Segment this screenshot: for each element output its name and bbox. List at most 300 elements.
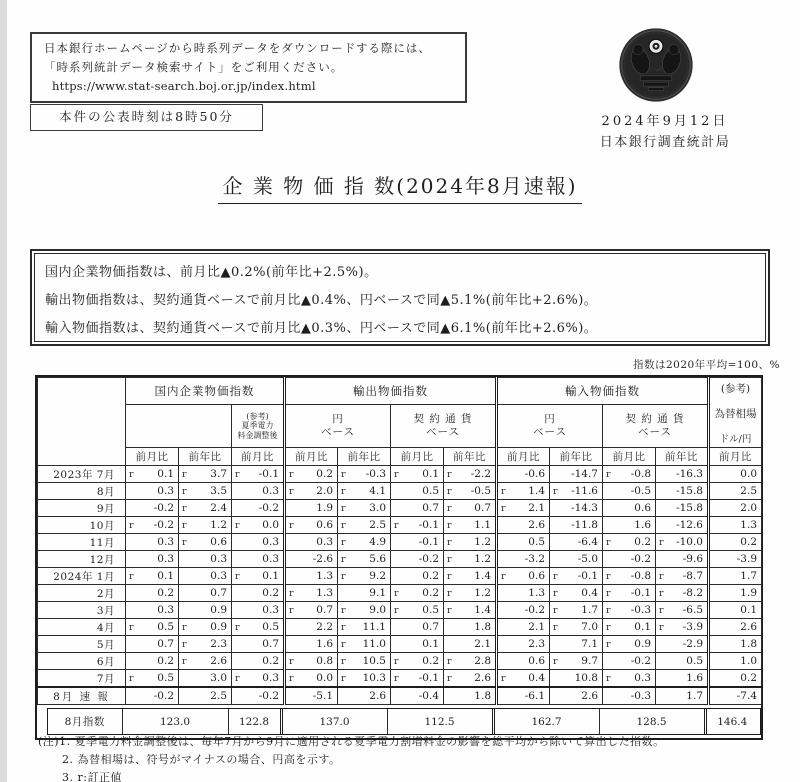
revision-mark: r (129, 570, 134, 582)
cell-value: 0.7 (316, 604, 333, 616)
domestic-blank-head (126, 405, 232, 448)
row-label: 8月 (38, 483, 126, 500)
table-cell (126, 534, 179, 551)
col-head: 前年比 (550, 448, 603, 466)
cell-value: 0.2 (422, 587, 439, 599)
group-head-domestic: 国内企業物価指数 (126, 378, 285, 405)
cell-value: 7.0 (581, 621, 598, 633)
cell-value: -0.2 (418, 553, 439, 565)
table-cell (179, 653, 232, 670)
cell-value: 1.8 (474, 690, 491, 702)
cell-value: -0.2 (630, 553, 651, 565)
table-cell (550, 517, 603, 534)
row-label: 2023年 7月 (38, 466, 126, 483)
cell-value: 0.6 (316, 519, 333, 531)
cell-value: -0.4 (418, 690, 439, 702)
table-cell (603, 551, 656, 568)
table-cell (338, 483, 391, 500)
table-cell (603, 517, 656, 534)
table-cell (179, 551, 232, 568)
index-cell: 146.4 (705, 709, 758, 734)
cell-value: 0.7 (474, 502, 491, 514)
table-row (38, 500, 762, 517)
revision-mark: r (235, 570, 240, 582)
revision-mark: r (182, 468, 187, 480)
table-cell (444, 602, 497, 619)
cell-value: -0.2 (153, 519, 174, 531)
cell-value: -6.4 (577, 536, 598, 548)
cell-value: 2.0 (316, 485, 333, 497)
cell-value: 0.5 (262, 621, 279, 633)
cell-value: 0.2 (262, 655, 279, 667)
cell-value: 0.8 (316, 655, 333, 667)
cell-value: 2.6 (210, 655, 227, 667)
cell-value: -0.3 (365, 468, 386, 480)
revision-mark: r (606, 604, 611, 616)
cell-value: 0.7 (262, 638, 279, 650)
revision-mark: r (341, 638, 346, 650)
table-cell (179, 670, 232, 688)
table-cell (603, 619, 656, 636)
table-cell (285, 670, 338, 688)
revision-mark: r (447, 468, 452, 480)
cell-value: 1.3 (316, 570, 333, 582)
table-cell (126, 670, 179, 688)
revision-mark: r (501, 485, 506, 497)
cell-value: -0.6 (524, 468, 545, 480)
table-cell (709, 585, 762, 602)
table-cell (179, 619, 232, 636)
cell-value: 0.3 (634, 672, 651, 684)
cell-value: 10.8 (574, 672, 598, 684)
index-label: 8月指数 (48, 709, 122, 734)
cell-value: 1.7 (686, 690, 703, 702)
cell-value: -2.6 (312, 553, 333, 565)
table-cell (497, 585, 550, 602)
table-cell (709, 602, 762, 619)
cell-value: 2.8 (474, 655, 491, 667)
index-cell: 123.0 (122, 709, 228, 734)
table-cell (232, 585, 285, 602)
table-cell (656, 483, 709, 500)
cell-value: 3.0 (369, 502, 386, 514)
row-label: 2024年 1月 (38, 568, 126, 585)
group-head-export: 輸出物価指数 (285, 378, 497, 405)
price-index-table (35, 375, 763, 740)
cell-value: -0.2 (153, 502, 174, 514)
table-cell (126, 551, 179, 568)
table-cell (709, 500, 762, 517)
cell-value: 2.1 (528, 621, 545, 633)
cell-value: 5.6 (369, 553, 386, 565)
cell-value: 1.8 (740, 638, 757, 650)
index-cell: 128.5 (599, 709, 705, 734)
revision-mark: r (553, 587, 558, 599)
revision-mark: r (341, 655, 346, 667)
cell-value: 2.1 (528, 502, 545, 514)
table-cell (656, 534, 709, 551)
table-cell (179, 466, 232, 483)
revision-mark: r (289, 587, 294, 599)
cell-value: 0.3 (157, 536, 174, 548)
revision-mark: r (182, 536, 187, 548)
cell-value: 11.0 (362, 638, 386, 650)
col-head: 前年比 (179, 448, 232, 466)
table-row (38, 534, 762, 551)
table-cell (126, 653, 179, 670)
table-cell (285, 653, 338, 670)
table-cell (232, 517, 285, 534)
revision-mark: r (341, 621, 346, 633)
table-cell (126, 602, 179, 619)
table-cell (338, 585, 391, 602)
revision-mark: r (394, 655, 399, 667)
cell-value: -2.9 (682, 638, 703, 650)
table-cell (444, 500, 497, 517)
import-contract-base-head (603, 405, 709, 448)
cell-value: -0.8 (630, 468, 651, 480)
revision-mark: r (235, 672, 240, 684)
cell-value: -3.9 (682, 621, 703, 633)
revision-mark: r (341, 604, 346, 616)
export-contract-base-head (391, 405, 497, 448)
revision-mark: r (182, 638, 187, 650)
table-cell (232, 670, 285, 688)
boj-seal-icon (617, 26, 695, 104)
cell-value: -0.2 (258, 690, 279, 702)
table-cell (656, 551, 709, 568)
notice-line: 「時系列統計データ検索サイト」をご利用ください。 (44, 60, 344, 74)
fx-ref-label: (参考) (720, 383, 751, 395)
cell-value: 3.0 (210, 672, 227, 684)
cell-value: 0.3 (210, 553, 227, 565)
revision-mark: r (129, 468, 134, 480)
revision-mark: r (341, 485, 346, 497)
table-cell (709, 551, 762, 568)
table-cell (550, 568, 603, 585)
table-cell (656, 568, 709, 585)
yen-base-line: ベース (533, 426, 567, 438)
revision-mark: r (394, 468, 399, 480)
cell-value: 1.6 (686, 672, 703, 684)
cell-value: 0.0 (262, 519, 279, 531)
table-cell (391, 653, 444, 670)
col-head: 前月比 (603, 448, 656, 466)
cell-value: 1.6 (316, 638, 333, 650)
table-cell (497, 483, 550, 500)
cell-value: 0.3 (316, 536, 333, 548)
revision-mark: r (129, 672, 134, 684)
cell-value: 9.0 (369, 604, 386, 616)
row-label: 4月 (38, 619, 126, 636)
table-cell (550, 602, 603, 619)
group-head-import: 輸入物価指数 (497, 378, 709, 405)
table-cell (179, 687, 232, 705)
table-cell (179, 500, 232, 517)
table-cell (656, 602, 709, 619)
cell-value: 1.8 (474, 621, 491, 633)
table-cell (497, 602, 550, 619)
table-cell (285, 466, 338, 483)
row-label: 11月 (38, 534, 126, 551)
cell-value: 1.9 (740, 587, 757, 599)
table-cell (391, 619, 444, 636)
cell-value: 0.3 (157, 553, 174, 565)
unit-note: 指数は2020年平均=100、% (632, 359, 780, 371)
cell-value: 1.4 (474, 570, 491, 582)
table-cell (709, 653, 762, 670)
table-cell (391, 602, 444, 619)
notice-url[interactable]: https://www.stat-search.boj.or.jp/index.html (52, 79, 316, 93)
summary-box (30, 249, 770, 346)
revision-mark: r (606, 468, 611, 480)
revision-mark: r (394, 604, 399, 616)
revision-mark: r (182, 502, 187, 514)
table-cell (285, 602, 338, 619)
cell-value: -8.7 (682, 570, 703, 582)
table-cell (126, 483, 179, 500)
title-wrap (0, 170, 800, 204)
revision-mark: r (447, 553, 452, 565)
cell-value: 4.9 (369, 536, 386, 548)
table-cell (179, 517, 232, 534)
table-cell (338, 670, 391, 688)
row-label: 3月 (38, 602, 126, 619)
cell-value: -0.2 (630, 655, 651, 667)
revision-mark: r (182, 621, 187, 633)
table-cell (285, 517, 338, 534)
cell-value: 4.1 (369, 485, 386, 497)
cell-value: 0.2 (422, 570, 439, 582)
cell-value: 1.2 (474, 536, 491, 548)
table-cell (126, 466, 179, 483)
table-cell (444, 483, 497, 500)
revision-mark: r (606, 638, 611, 650)
index-row-box (47, 708, 761, 735)
table-cell (497, 653, 550, 670)
table-cell (497, 687, 550, 705)
cell-value: 1.3 (316, 587, 333, 599)
revision-mark: r (394, 672, 399, 684)
table-row-flash (38, 687, 762, 705)
cell-value: -14.7 (571, 468, 598, 480)
summer-adj-line: 料金調整後 (237, 430, 278, 440)
cell-value: 0.1 (157, 570, 174, 582)
revision-mark: r (501, 672, 506, 684)
table-cell (656, 619, 709, 636)
cell-value: 2.0 (740, 502, 757, 514)
cell-value: -0.8 (630, 570, 651, 582)
table-cell (656, 687, 709, 705)
table-cell (391, 585, 444, 602)
table-cell (338, 466, 391, 483)
date-block (545, 112, 785, 154)
cell-value: -2.2 (470, 468, 491, 480)
table-cell (550, 670, 603, 688)
cell-value: 0.5 (528, 536, 545, 548)
table-cell (709, 534, 762, 551)
fx-head (709, 378, 762, 448)
table-cell (285, 534, 338, 551)
contract-base-line: ベース (638, 426, 672, 438)
revision-mark: r (659, 536, 664, 548)
table-cell (391, 466, 444, 483)
revision-mark: r (447, 485, 452, 497)
table-cell (656, 585, 709, 602)
yen-base-line: ベース (321, 426, 355, 438)
summer-adj-line: 夏季電力 (241, 421, 274, 431)
cell-value: 0.1 (422, 638, 439, 650)
col-head: 前月比 (232, 448, 285, 466)
table-cell (232, 619, 285, 636)
cell-value: 0.3 (157, 604, 174, 616)
cell-value: -9.6 (682, 553, 703, 565)
cell-value: 0.1 (740, 604, 757, 616)
table-row (38, 653, 762, 670)
table-cell (338, 636, 391, 653)
cell-value: 0.2 (740, 536, 757, 548)
table-cell (550, 483, 603, 500)
cell-value: 0.5 (157, 672, 174, 684)
table-cell (497, 500, 550, 517)
release-time-box: 本件の公表時刻は8時50分 (30, 104, 263, 131)
table-cell (232, 483, 285, 500)
cell-value: 1.1 (474, 519, 491, 531)
revision-mark: r (341, 536, 346, 548)
cell-value: 0.1 (422, 468, 439, 480)
table-cell (550, 653, 603, 670)
table-cell (232, 500, 285, 517)
table-row (38, 517, 762, 534)
cell-value: 0.4 (528, 672, 545, 684)
cell-value: 1.2 (474, 553, 491, 565)
revision-mark: r (341, 570, 346, 582)
table-cell (285, 687, 338, 705)
table-cell (444, 687, 497, 705)
table-cell (391, 670, 444, 688)
cell-value: -0.2 (258, 502, 279, 514)
revision-mark: r (289, 485, 294, 497)
table-cell (444, 466, 497, 483)
table-cell (709, 568, 762, 585)
cell-value: -0.5 (470, 485, 491, 497)
cell-value: 0.3 (210, 570, 227, 582)
revision-mark: r (341, 502, 346, 514)
cell-value: 2.6 (528, 519, 545, 531)
cell-value: -7.4 (736, 690, 757, 702)
table-cell (497, 568, 550, 585)
cell-value: 0.4 (581, 587, 598, 599)
cell-value: -0.1 (418, 519, 439, 531)
fx-name-label: 為替相場 (714, 408, 757, 420)
revision-mark: r (289, 519, 294, 531)
revision-mark: r (235, 621, 240, 633)
revision-mark: r (553, 604, 558, 616)
cell-value: 2.4 (210, 502, 227, 514)
revision-mark: r (553, 570, 558, 582)
revision-mark: r (341, 672, 346, 684)
cell-value: 2.1 (474, 638, 491, 650)
revision-mark: r (182, 485, 187, 497)
cell-value: -3.2 (524, 553, 545, 565)
cell-value: 0.2 (634, 536, 651, 548)
cell-value: 0.2 (316, 468, 333, 480)
revision-mark: r (447, 655, 452, 667)
cell-value: 1.6 (634, 519, 651, 531)
main-table (37, 377, 762, 705)
row-label: 10月 (38, 517, 126, 534)
revision-mark: r (447, 519, 452, 531)
table-cell (603, 687, 656, 705)
table-cell (338, 602, 391, 619)
cell-value: 1.2 (210, 519, 227, 531)
table-cell (391, 551, 444, 568)
table-cell (179, 636, 232, 653)
yen-base-line: 円 (544, 413, 556, 425)
table-cell (550, 466, 603, 483)
table-cell (232, 653, 285, 670)
table-cell (550, 687, 603, 705)
table-cell (550, 636, 603, 653)
table-cell (656, 500, 709, 517)
summary-line-import: 輸入物価指数は、契約通貨ベースで前月比▲0.3%、円ベースで同▲6.1%(前年比+2.6%)。 (45, 321, 598, 336)
cell-value: -5.1 (312, 690, 333, 702)
cell-value: -11.6 (571, 485, 598, 497)
page-title: 企 業 物 価 指 数(2024年8月速報) (218, 170, 581, 204)
cell-value: -15.8 (676, 502, 703, 514)
cell-value: -0.3 (630, 604, 651, 616)
cell-value: 1.0 (740, 655, 757, 667)
col-head: 前年比 (656, 448, 709, 466)
table-cell (338, 687, 391, 705)
footnote-line: 3. r:訂正値 (62, 771, 122, 782)
contract-base-line: 契 約 通 貨 (413, 413, 473, 425)
table-cell (126, 687, 179, 705)
cell-value: -6.1 (524, 690, 545, 702)
revision-mark: r (553, 485, 558, 497)
cell-value: -0.1 (418, 672, 439, 684)
table-cell (709, 670, 762, 688)
col-head: 前年比 (444, 448, 497, 466)
cell-value: -8.2 (682, 587, 703, 599)
table-cell (444, 619, 497, 636)
table-cell (338, 500, 391, 517)
cell-value: -11.8 (571, 519, 598, 531)
revision-mark: r (394, 519, 399, 531)
cell-value: 0.5 (422, 604, 439, 616)
table-cell (391, 568, 444, 585)
import-yen-base-head (497, 405, 603, 448)
cell-value: 1.4 (528, 485, 545, 497)
cell-value: -10.0 (676, 536, 703, 548)
table-row (38, 585, 762, 602)
summary-line-export: 輸出物価指数は、契約通貨ベースで前月比▲0.4%、円ベースで同▲5.1%(前年比+2.6%)。 (45, 293, 598, 308)
cell-value: -16.3 (676, 468, 703, 480)
scan-edge (0, 0, 7, 782)
table-cell (126, 585, 179, 602)
table-cell (603, 585, 656, 602)
cell-value: 0.1 (634, 621, 651, 633)
table-row (38, 619, 762, 636)
cell-value: 0.5 (157, 621, 174, 633)
cell-value: 1.3 (528, 587, 545, 599)
cell-value: -3.9 (736, 553, 757, 565)
table-cell (497, 551, 550, 568)
row-label: 8月 速 報 (38, 687, 126, 705)
contract-base-line: 契 約 通 貨 (625, 413, 685, 425)
cell-value: 1.9 (316, 502, 333, 514)
cell-value: 1.7 (740, 570, 757, 582)
